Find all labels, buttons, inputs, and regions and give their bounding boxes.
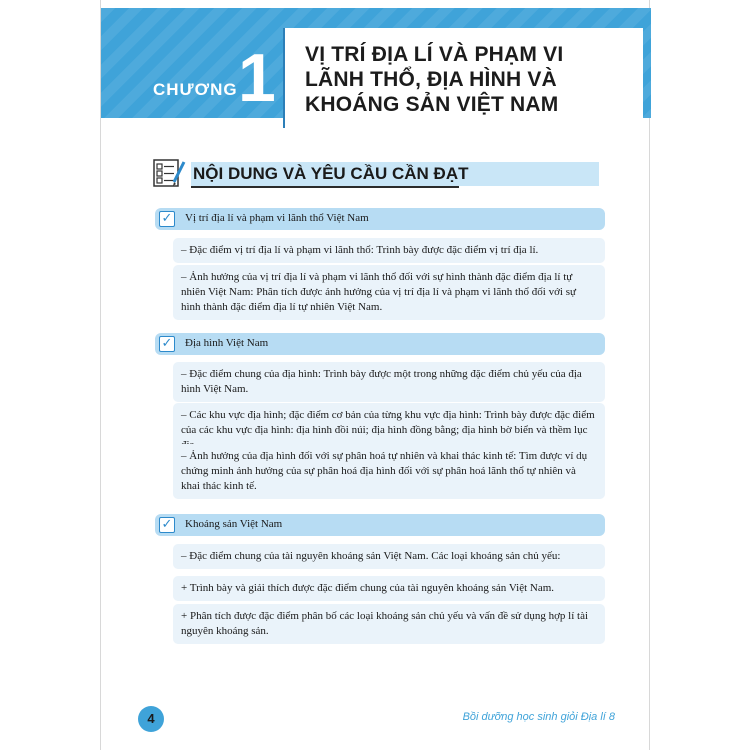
chapter-title-line: KHOÁNG SẢN VIỆT NAM (305, 93, 559, 116)
chapter-title-line: VỊ TRÍ ĐỊA LÍ VÀ PHẠM VI (305, 43, 564, 66)
section-label: Khoáng sản Việt Nam (185, 518, 283, 530)
chapter-title-line: LÃNH THỔ, ĐỊA HÌNH VÀ (305, 68, 557, 91)
section-vi-tri-dia-li (155, 208, 605, 230)
section-label: Vị trí địa lí và phạm vi lãnh thổ Việt Nam (185, 212, 369, 224)
list-item: + Phân tích được đặc điểm phân bố các loại khoáng sản chủ yếu và vấn đề sử dụng hợp lí tài nguyên khoáng sản. (173, 604, 605, 644)
chapter-number: 1 (238, 40, 276, 116)
list-item: – Ảnh hưởng của địa hình đối với sự phân hoá tự nhiên và khai thác kinh tế: Tìm được ví dụ chứng minh ảnh hưởng của sự phân hoá địa hình đối với sự phân hoá lãnh thổ tự nhiên và khai thác kinh tế. (173, 444, 605, 499)
list-item: – Đặc điểm chung của tài nguyên khoáng sản Việt Nam. Các loại khoáng sản chủ yếu: (173, 544, 605, 569)
page-number: 4 (138, 706, 164, 732)
list-item: – Đặc điểm vị trí địa lí và phạm vi lãnh thổ: Trình bày được đặc điểm vị trí địa lí. (173, 238, 605, 263)
list-item: – Ảnh hưởng của vị trí địa lí và phạm vi lãnh thổ đối với sự hình thành đặc điểm địa lí tự nhiên Việt Nam: Phân tích được ảnh hưởng của vị trí địa lí và phạm vi lãnh thổ đối với sự hình thành đặc điểm địa lí tự nhiên Việt Nam. (173, 265, 605, 320)
chapter-label: CHƯƠNG (153, 80, 238, 99)
book-title-footer: Bồi dưỡng học sinh giỏi Địa lí 8 (462, 711, 615, 723)
checkbox-checked-icon: ✓ (159, 517, 175, 533)
document-page (100, 0, 650, 750)
list-item: – Các khu vực địa hình; đặc điểm cơ bản của từng khu vực địa hình: Trình bày được đặc điểm của các khu vực địa hình: địa hình đồi núi; địa hình đồng bằng; địa hình bờ biển và thềm lục (173, 403, 605, 458)
requirements-heading: NỘI DUNG VÀ YÊU CẦU CẦN ĐẠT (193, 164, 469, 183)
section-dia-hinh (155, 333, 605, 355)
checkbox-checked-icon: ✓ (159, 336, 175, 352)
list-item: – Đặc điểm chung của địa hình: Trình bày được một trong những đặc điểm chủ yếu của địa hình Việt Nam. (173, 362, 605, 402)
checklist-pencil-icon (153, 158, 187, 188)
chapter-title (283, 28, 643, 128)
section-label: Địa hình Việt Nam (185, 337, 269, 349)
checkbox-checked-icon: ✓ (159, 211, 175, 227)
section-khoang-san (155, 514, 605, 536)
list-item: + Trình bày và giải thích được đặc điểm chung của tài nguyên khoáng sản Việt Nam. (173, 576, 605, 601)
heading-underline (191, 186, 459, 188)
